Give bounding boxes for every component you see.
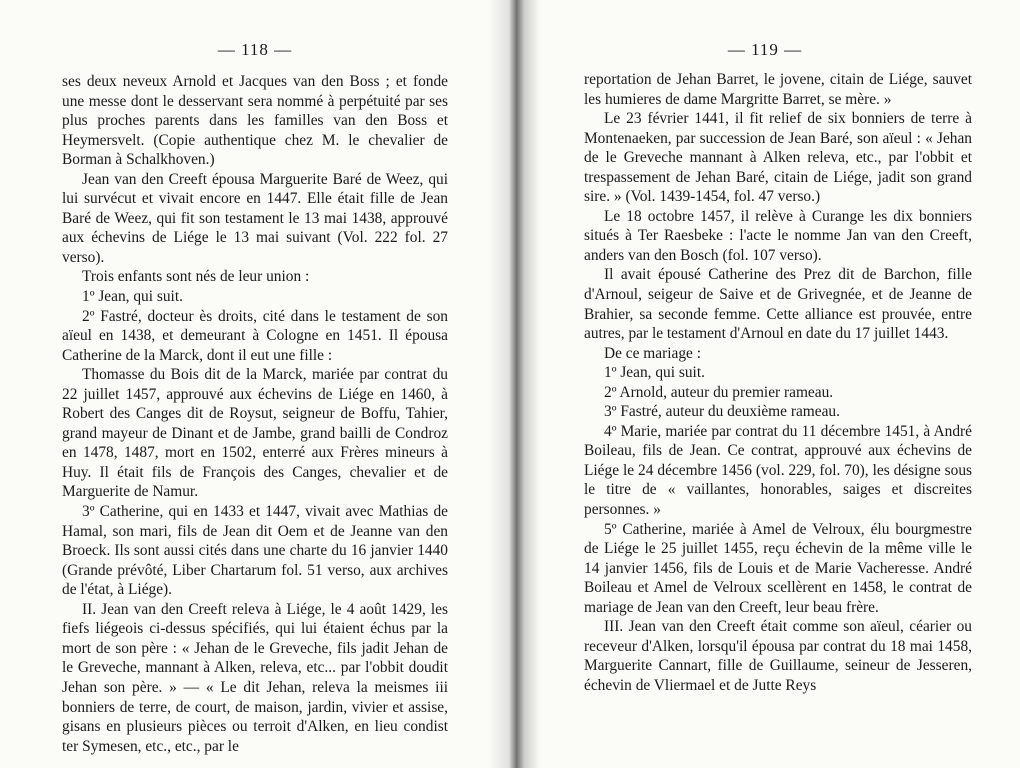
paragraph: reportation de Jehan Barret, le jovene, citain de Liége, sauvet les humieres de dame Margritte Barret, se mère. » bbox=[584, 71, 972, 108]
paragraph: Le 23 février 1441, il fit relief de six bonniers de terre à Montenaeken, par succession de Jean Baré, son aïeul : « Jehan de le Greveche mannant à Alken releva, etc., par l'obbit et trespassement de Jehan Baré, citain de Liége, jadit son grand sire. » (Vol. 1439-1454, fol. 47 verso.) bbox=[584, 110, 972, 206]
paragraph: III. Jean van den Creeft était comme son aïeul, céarier ou receveur d'Alken, lorsqu'il épousa par contrat du 18 mai 1458, Marguerite Cannart, fille de Guillaume, seineur de Jesseren, échevin de Vliermael et de Jutte Reys bbox=[584, 618, 972, 694]
paragraph: 5º Catherine, mariée à Amel de Velroux, élu bourgmestre de Liége le 25 juillet 1455, reçu échevin de la même ville le 14 janvier 1456, fils de Louis et de Marie Vacheresse. André Boileau et Amel de Velroux scellèrent en 1458, le contrat de mariage de Jean van den Creeft, leur beau frère. bbox=[584, 520, 972, 616]
page-number: — 118 — bbox=[217, 40, 293, 59]
paragraph: Il avait épousé Catherine des Prez dit de Barchon, fille d'Arnoul, seigeur de Saive et de Grivegnée, et de Jeanne de Brahier, sa seconde femme. Cette alliance est prouvée, entre autres, par le testament d'Arnoul en date du 17 juillet 1443. bbox=[584, 266, 972, 343]
paragraph: 2º Arnold, auteur du premier rameau. bbox=[604, 383, 834, 401]
right-page bbox=[510, 0, 1020, 768]
paragraph: De ce mariage : bbox=[604, 344, 701, 362]
paragraph: II. Jean van den Creeft releva à Liége, le 4 août 1429, les fiefs liégeois ci-dessus spécifiés, qui lui étaient échus par la mort de son père : « Jehan de le Greveche, fils jadit Jehan de le Greveche, mannant à Alken, releva, etc... par l'obbit doudit Jehan son père. » — « Le dit Jehan, releva la meismes iii bonniers de terre, de court, de maison, jardin, vivier et assise, gisans en plusieurs pièces ou terroit d'Alken, en lieu condist ter Symesen, etc., etc., par le bbox=[62, 600, 448, 755]
paragraph: 3º Fastré, auteur du deuxième rameau. bbox=[604, 403, 840, 421]
page-text bbox=[584, 70, 972, 696]
page-text bbox=[62, 72, 448, 756]
page-number: — 119 — bbox=[727, 40, 803, 59]
paragraph: 1º Jean, qui suit. bbox=[604, 364, 705, 382]
paragraph: Jean van den Creeft épousa Marguerite Baré de Weez, qui lui survécut et vivait encore en 1447. Elle était fille de Jean Baré de Weez, qui fit son testament le 13 mai 1438, approuvé aux échevins de Liége le 13 mai suivant (Vol. 222 fol. 27 verso). bbox=[62, 170, 448, 266]
paragraph: 3º Catherine, qui en 1433 et 1447, vivait avec Mathias de Hamal, son mari, fils de Jean dit Oem et de Jeanne van den Broeck. Ils sont aussi cités dans une charte du 16 janvier 1440 (Grande prévôté, Liber Chartarum fol. 51 verso, aux archives de l'état, à Liége). bbox=[62, 503, 448, 599]
paragraph: Trois enfants sont nés de leur union : bbox=[82, 268, 310, 286]
paragraph: 2º Fastré, docteur ès droits, cité dans le testament de son aïeul en 1438, et demeurant à Cologne en 1451. Il épousa Catherine de la Marck, dont il eut une fille : bbox=[62, 307, 448, 364]
paragraph: ses deux neveux Arnold et Jacques van den Boss ; et fonde une messe dont le desservant sera nommé à perpétuité par ses plus proches parents dans les familles van den Boss et Heymersvelt. (Copie authentique chez M. le chevalier de Borman à Schalkhoven.) bbox=[62, 73, 448, 169]
paragraph: Le 18 octobre 1457, il relève à Curange les dix bonniers situés à Ter Raesbeke : l'acte le nomme Jan van den Creeft, anders van den Bosch (fol. 107 verso). bbox=[584, 207, 972, 264]
paragraph: 1º Jean, qui suit. bbox=[82, 288, 183, 306]
paragraph: Thomasse du Bois dit de la Marck, mariée par contrat du 22 juillet 1457, approuvé aux échevins de Liége en 1460, à Robert des Canges dit de Roysut, seigneur de Boffu, Tahier, grand mayeur de Dinant et de Jambe, grand bailli de Condroz en 1478, 1487, mort en 1502, enterré aux Frères mineurs à Huy. Il était fils de François des Canges, chevalier et de Marguerite de Namur. bbox=[62, 366, 448, 501]
paragraph: 4º Marie, mariée par contrat du 11 décembre 1451, à André Boileau, fils de Jean. Ce contrat, approuvé aux échevins de Liége le 24 décembre 1456 (vol. 229, fol. 70), les désigne sous le titre de « vaillantes, honorables, saiges et discreites personnes. » bbox=[584, 422, 972, 519]
